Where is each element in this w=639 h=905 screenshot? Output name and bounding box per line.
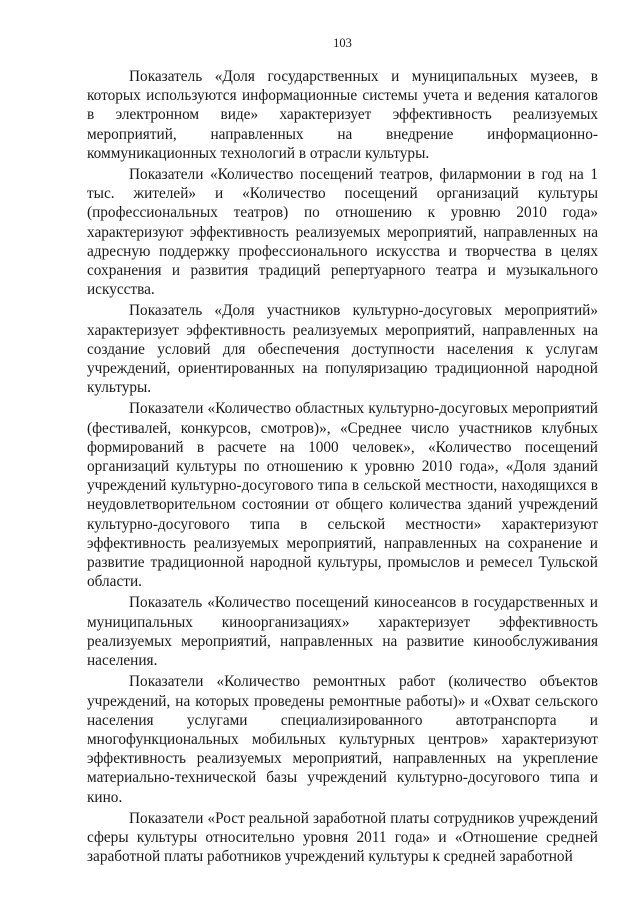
paragraph-salaries: Показатели «Рост реальной заработной платы сотрудников учреждений сферы культуры относительно уровня 2011 года» и «Отношение средней заработной платы работников учреждений культуры к средней заработной [87, 809, 598, 866]
paragraph-cinema: Показатель «Количество посещений киносеансов в государственных и муниципальных киноорганизациях» характеризует эффективность реализуемых мероприятий, направленных на развитие кинообслуживания населения. [87, 594, 598, 670]
paragraph-cultural-events-participants: Показатель «Доля участников культурно-досуговых мероприятий» характеризует эффективность реализуемых мероприятий, направленных на создание условий для обеспечения доступности населения к услугам учреждений, ориентированных на популяризацию традиционной народной культуры. [87, 302, 598, 397]
paragraph-repairs: Показатели «Количество ремонтных работ (количество объектов учреждений, на которых проведены ремонтные работы)» и «Охват сельского населения услугами специализированного автотранспорта и многофункциональных мобильных культурных центров» характеризуют эффективность реализуемых мероприятий, направленных на укрепление материально-технической базы учреждений культурно-досугового типа и кино. [87, 673, 598, 806]
page-number: 103 [333, 36, 352, 50]
paragraph-theatres: Показатели «Количество посещений театров, филармонии в год на 1 тыс. жителей» и «Количество посещений организаций культуры (профессиональных театров) по отношению к уровню 2010 года» характеризуют эффективность реализуемых мероприятий, направленных на адресную поддержку профессионального искусства и творчества в целях сохранения и развития традиций репертуарного театра и музыкального искусства. [87, 166, 598, 299]
paragraph-museums: Показатель «Доля государственных и муниципальных музеев, в которых используются информационные системы учета и ведения каталогов в электронном виде» характеризует эффективность реализуемых мероприятий, направленных на внедрение информационно-коммуникационных технологий в отрасли культуры. [87, 68, 598, 162]
paragraph-regional-events: Показатели «Количество областных культурно-досуговых мероприятий (фестивалей, конкурсов, смотров)», «Среднее число участников клубных формирований в расчете на 1000 человек», «Количество посещений организаций культуры по отношению к уровню 2010 года», «Доля зданий учреждений культурно-досугового типа в сельской местности, находящихся в неудовлетворительном состоянии от общего количества зданий учреждений культурно-досугового типа в сельской местности» характеризуют эффективность реализуемых мероприятий, направленных на сохранение и развитие традиционной народной культуры, промыслов и ремесел Тульской области. [87, 400, 598, 591]
